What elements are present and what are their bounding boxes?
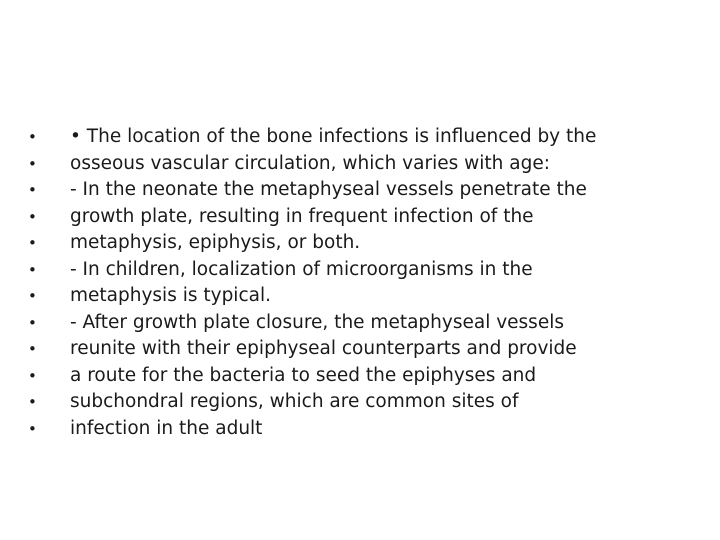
bullet-item — [28, 283, 668, 310]
bullet-item — [28, 230, 668, 257]
bullet-marker: • — [28, 313, 37, 332]
bullet-marker: • — [28, 154, 37, 173]
bullet-item — [28, 151, 668, 178]
bullet-item — [28, 257, 668, 284]
bullet-text: • The location of the bone infections is influenced by the — [70, 126, 597, 147]
bullet-marker: • — [28, 419, 37, 438]
bullet-item — [28, 363, 668, 390]
bullet-text: - In children, localization of microorganisms in the — [70, 258, 533, 280]
bullet-marker: • — [28, 128, 37, 146]
bullet-text: reunite with their epiphyseal counterparts and provide — [70, 338, 577, 359]
bullet-text: metaphysis, epiphysis, or both. — [70, 232, 361, 253]
bullet-item — [28, 389, 668, 416]
bullet-marker: • — [28, 260, 37, 279]
bullet-item — [28, 124, 668, 151]
bullet-marker: • — [28, 207, 37, 226]
bullet-list — [28, 124, 668, 442]
bullet-item — [28, 416, 668, 443]
bullet-item — [28, 204, 668, 231]
bullet-text: a route for the bacteria to seed the epiphyses and — [70, 364, 537, 386]
bullet-marker: • — [28, 393, 37, 411]
bullet-text: subchondral regions, which are common sites of — [70, 391, 519, 412]
bullet-text: - In the neonate the metaphyseal vessels penetrate the — [70, 179, 587, 200]
bullet-marker: • — [28, 287, 37, 305]
bullet-marker: • — [28, 234, 37, 252]
bullet-item — [28, 177, 668, 204]
bullet-item — [28, 310, 668, 337]
bullet-marker: • — [28, 340, 37, 358]
bullet-marker: • — [28, 366, 37, 385]
bullet-text: growth plate, resulting in frequent infection of the — [70, 205, 534, 227]
bullet-text: infection in the adult — [70, 417, 263, 439]
bullet-item — [28, 336, 668, 363]
bullet-text: osseous vascular circulation, which varies with age: — [70, 152, 550, 174]
bullet-text: - After growth plate closure, the metaphyseal vessels — [70, 311, 564, 333]
bullet-text: metaphysis is typical. — [70, 285, 271, 306]
bullet-marker: • — [28, 181, 37, 199]
